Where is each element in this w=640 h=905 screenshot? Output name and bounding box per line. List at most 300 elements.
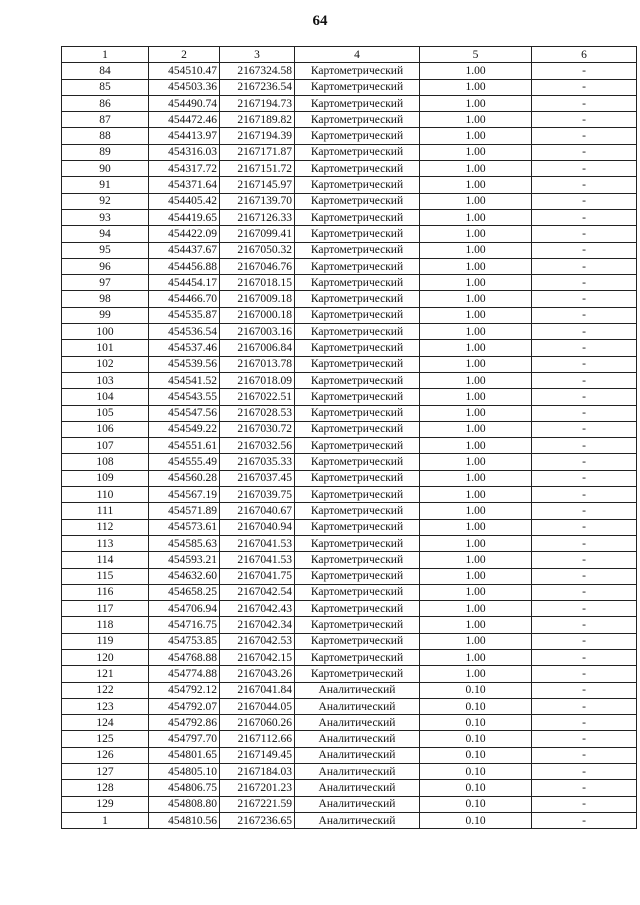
point-number-cell: 102: [62, 356, 149, 372]
description-cell: -: [532, 747, 637, 763]
y-coordinate-cell: 2167046.76: [220, 258, 295, 274]
accuracy-cell: 1.00: [420, 193, 532, 209]
table-row: [62, 226, 637, 242]
point-number-cell: 121: [62, 666, 149, 682]
description-cell: -: [532, 340, 637, 356]
method-cell: Картометрический: [295, 552, 420, 568]
accuracy-cell: 1.00: [420, 470, 532, 486]
point-number-cell: 88: [62, 128, 149, 144]
y-coordinate-cell: 2167039.75: [220, 487, 295, 503]
x-coordinate-cell: 454547.56: [149, 405, 220, 421]
column-header-2: 2: [149, 47, 220, 63]
y-coordinate-cell: 2167028.53: [220, 405, 295, 421]
point-number-cell: 126: [62, 747, 149, 763]
x-coordinate-cell: 454573.61: [149, 519, 220, 535]
accuracy-cell: 1.00: [420, 144, 532, 160]
accuracy-cell: 1.00: [420, 128, 532, 144]
method-cell: Картометрический: [295, 438, 420, 454]
x-coordinate-cell: 454571.89: [149, 503, 220, 519]
accuracy-cell: 1.00: [420, 324, 532, 340]
table-row: [62, 63, 637, 79]
y-coordinate-cell: 2167037.45: [220, 470, 295, 486]
x-coordinate-cell: 454535.87: [149, 307, 220, 323]
description-cell: -: [532, 324, 637, 340]
accuracy-cell: 1.00: [420, 649, 532, 665]
point-number-cell: 94: [62, 226, 149, 242]
description-cell: -: [532, 764, 637, 780]
accuracy-cell: 1.00: [420, 405, 532, 421]
accuracy-cell: 1.00: [420, 226, 532, 242]
table-body: [62, 63, 637, 829]
method-cell: Картометрический: [295, 307, 420, 323]
method-cell: Картометрический: [295, 421, 420, 437]
y-coordinate-cell: 2167003.16: [220, 324, 295, 340]
y-coordinate-cell: 2167040.94: [220, 519, 295, 535]
table-row: [62, 324, 637, 340]
accuracy-cell: 1.00: [420, 291, 532, 307]
point-number-cell: 86: [62, 95, 149, 111]
point-number-cell: 99: [62, 307, 149, 323]
description-cell: -: [532, 780, 637, 796]
accuracy-cell: 1.00: [420, 389, 532, 405]
y-coordinate-cell: 2167050.32: [220, 242, 295, 258]
x-coordinate-cell: 454543.55: [149, 389, 220, 405]
description-cell: -: [532, 112, 637, 128]
method-cell: Картометрический: [295, 454, 420, 470]
point-number-cell: 90: [62, 161, 149, 177]
accuracy-cell: 1.00: [420, 95, 532, 111]
table-row: [62, 487, 637, 503]
x-coordinate-cell: 454551.61: [149, 438, 220, 454]
method-cell: Картометрический: [295, 617, 420, 633]
table-row: [62, 405, 637, 421]
accuracy-cell: 1.00: [420, 503, 532, 519]
method-cell: Аналитический: [295, 682, 420, 698]
method-cell: Аналитический: [295, 780, 420, 796]
y-coordinate-cell: 2167151.72: [220, 161, 295, 177]
y-coordinate-cell: 2167060.26: [220, 715, 295, 731]
description-cell: -: [532, 307, 637, 323]
x-coordinate-cell: 454567.19: [149, 487, 220, 503]
description-cell: -: [532, 389, 637, 405]
point-number-cell: 128: [62, 780, 149, 796]
accuracy-cell: 1.00: [420, 584, 532, 600]
method-cell: Картометрический: [295, 226, 420, 242]
column-header-1: 1: [62, 47, 149, 63]
table-row: [62, 389, 637, 405]
method-cell: Аналитический: [295, 796, 420, 812]
point-number-cell: 103: [62, 372, 149, 388]
point-number-cell: 115: [62, 568, 149, 584]
description-cell: -: [532, 421, 637, 437]
description-cell: -: [532, 470, 637, 486]
accuracy-cell: 1.00: [420, 372, 532, 388]
column-header-6: 6: [532, 47, 637, 63]
x-coordinate-cell: 454706.94: [149, 601, 220, 617]
description-cell: -: [532, 698, 637, 714]
method-cell: Картометрический: [295, 258, 420, 274]
table-row: [62, 95, 637, 111]
x-coordinate-cell: 454808.80: [149, 796, 220, 812]
description-cell: -: [532, 715, 637, 731]
table-row: [62, 372, 637, 388]
x-coordinate-cell: 454413.97: [149, 128, 220, 144]
point-number-cell: 111: [62, 503, 149, 519]
method-cell: Картометрический: [295, 209, 420, 225]
table-row: [62, 454, 637, 470]
x-coordinate-cell: 454555.49: [149, 454, 220, 470]
x-coordinate-cell: 454454.17: [149, 275, 220, 291]
y-coordinate-cell: 2167189.82: [220, 112, 295, 128]
y-coordinate-cell: 2167043.26: [220, 666, 295, 682]
y-coordinate-cell: 2167145.97: [220, 177, 295, 193]
point-number-cell: 112: [62, 519, 149, 535]
description-cell: -: [532, 552, 637, 568]
accuracy-cell: 1.00: [420, 519, 532, 535]
description-cell: -: [532, 584, 637, 600]
x-coordinate-cell: 454810.56: [149, 812, 220, 828]
description-cell: -: [532, 63, 637, 79]
x-coordinate-cell: 454371.64: [149, 177, 220, 193]
table-row: [62, 649, 637, 665]
description-cell: -: [532, 503, 637, 519]
table-row: [62, 731, 637, 747]
accuracy-cell: 0.10: [420, 715, 532, 731]
method-cell: Картометрический: [295, 193, 420, 209]
point-number-cell: 120: [62, 649, 149, 665]
accuracy-cell: 1.00: [420, 356, 532, 372]
x-coordinate-cell: 454317.72: [149, 161, 220, 177]
x-coordinate-cell: 454792.07: [149, 698, 220, 714]
y-coordinate-cell: 2167041.53: [220, 535, 295, 551]
y-coordinate-cell: 2167040.67: [220, 503, 295, 519]
point-number-cell: 98: [62, 291, 149, 307]
table-row: [62, 519, 637, 535]
point-number-cell: 92: [62, 193, 149, 209]
y-coordinate-cell: 2167032.56: [220, 438, 295, 454]
description-cell: -: [532, 796, 637, 812]
y-coordinate-cell: 2167236.54: [220, 79, 295, 95]
table-row: [62, 242, 637, 258]
y-coordinate-cell: 2167035.33: [220, 454, 295, 470]
accuracy-cell: 1.00: [420, 275, 532, 291]
accuracy-cell: 1.00: [420, 242, 532, 258]
point-number-cell: 119: [62, 633, 149, 649]
method-cell: Картометрический: [295, 161, 420, 177]
accuracy-cell: 1.00: [420, 487, 532, 503]
method-cell: Картометрический: [295, 242, 420, 258]
x-coordinate-cell: 454792.86: [149, 715, 220, 731]
x-coordinate-cell: 454658.25: [149, 584, 220, 600]
table-row: [62, 79, 637, 95]
accuracy-cell: 1.00: [420, 568, 532, 584]
table-row: [62, 812, 637, 828]
table-row: [62, 144, 637, 160]
accuracy-cell: 0.10: [420, 796, 532, 812]
accuracy-cell: 0.10: [420, 747, 532, 763]
description-cell: -: [532, 812, 637, 828]
table-row: [62, 209, 637, 225]
method-cell: Картометрический: [295, 405, 420, 421]
x-coordinate-cell: 454774.88: [149, 666, 220, 682]
x-coordinate-cell: 454472.46: [149, 112, 220, 128]
accuracy-cell: 0.10: [420, 698, 532, 714]
page-number: 64: [312, 13, 328, 29]
x-coordinate-cell: 454510.47: [149, 63, 220, 79]
method-cell: Картометрический: [295, 177, 420, 193]
y-coordinate-cell: 2167044.05: [220, 698, 295, 714]
description-cell: -: [532, 161, 637, 177]
accuracy-cell: 1.00: [420, 454, 532, 470]
point-number-cell: 110: [62, 487, 149, 503]
x-coordinate-cell: 454753.85: [149, 633, 220, 649]
method-cell: Картометрический: [295, 340, 420, 356]
coordinates-table: [61, 46, 637, 829]
y-coordinate-cell: 2167324.58: [220, 63, 295, 79]
table-row: [62, 764, 637, 780]
method-cell: Картометрический: [295, 584, 420, 600]
x-coordinate-cell: 454801.65: [149, 747, 220, 763]
method-cell: Картометрический: [295, 389, 420, 405]
y-coordinate-cell: 2167149.45: [220, 747, 295, 763]
table-row: [62, 666, 637, 682]
point-number-cell: 116: [62, 584, 149, 600]
point-number-cell: 96: [62, 258, 149, 274]
method-cell: Картометрический: [295, 128, 420, 144]
point-number-cell: 113: [62, 535, 149, 551]
table-row: [62, 193, 637, 209]
table-row: [62, 617, 637, 633]
point-number-cell: 125: [62, 731, 149, 747]
table-row: [62, 503, 637, 519]
y-coordinate-cell: 2167041.84: [220, 682, 295, 698]
table-row: [62, 796, 637, 812]
table-row: [62, 568, 637, 584]
method-cell: Картометрический: [295, 95, 420, 111]
method-cell: Картометрический: [295, 275, 420, 291]
accuracy-cell: 1.00: [420, 79, 532, 95]
x-coordinate-cell: 454456.88: [149, 258, 220, 274]
y-coordinate-cell: 2167018.15: [220, 275, 295, 291]
x-coordinate-cell: 454560.28: [149, 470, 220, 486]
method-cell: Картометрический: [295, 112, 420, 128]
table-row: [62, 698, 637, 714]
x-coordinate-cell: 454768.88: [149, 649, 220, 665]
x-coordinate-cell: 454541.52: [149, 372, 220, 388]
y-coordinate-cell: 2167030.72: [220, 421, 295, 437]
y-coordinate-cell: 2167194.39: [220, 128, 295, 144]
accuracy-cell: 1.00: [420, 552, 532, 568]
accuracy-cell: 1.00: [420, 177, 532, 193]
table-row: [62, 535, 637, 551]
y-coordinate-cell: 2167022.51: [220, 389, 295, 405]
point-number-cell: 117: [62, 601, 149, 617]
x-coordinate-cell: 454466.70: [149, 291, 220, 307]
table-row: [62, 112, 637, 128]
method-cell: Аналитический: [295, 731, 420, 747]
method-cell: Картометрический: [295, 633, 420, 649]
point-number-cell: 100: [62, 324, 149, 340]
x-coordinate-cell: 454405.42: [149, 193, 220, 209]
x-coordinate-cell: 454490.74: [149, 95, 220, 111]
accuracy-cell: 0.10: [420, 780, 532, 796]
accuracy-cell: 1.00: [420, 633, 532, 649]
y-coordinate-cell: 2167099.41: [220, 226, 295, 242]
method-cell: Картометрический: [295, 372, 420, 388]
point-number-cell: 107: [62, 438, 149, 454]
description-cell: -: [532, 291, 637, 307]
y-coordinate-cell: 2167042.34: [220, 617, 295, 633]
x-coordinate-cell: 454806.75: [149, 780, 220, 796]
description-cell: -: [532, 535, 637, 551]
point-number-cell: 85: [62, 79, 149, 95]
accuracy-cell: 1.00: [420, 63, 532, 79]
method-cell: Картометрический: [295, 63, 420, 79]
column-header-3: 3: [220, 47, 295, 63]
table-row: [62, 128, 637, 144]
y-coordinate-cell: 2167112.66: [220, 731, 295, 747]
description-cell: -: [532, 356, 637, 372]
accuracy-cell: 1.00: [420, 340, 532, 356]
x-coordinate-cell: 454422.09: [149, 226, 220, 242]
table-row: [62, 470, 637, 486]
point-number-cell: 118: [62, 617, 149, 633]
description-cell: -: [532, 275, 637, 291]
y-coordinate-cell: 2167042.53: [220, 633, 295, 649]
point-number-cell: 101: [62, 340, 149, 356]
x-coordinate-cell: 454316.03: [149, 144, 220, 160]
table-row: [62, 307, 637, 323]
point-number-cell: 122: [62, 682, 149, 698]
point-number-cell: 105: [62, 405, 149, 421]
description-cell: -: [532, 601, 637, 617]
accuracy-cell: 1.00: [420, 617, 532, 633]
description-cell: -: [532, 226, 637, 242]
method-cell: Картометрический: [295, 535, 420, 551]
method-cell: Картометрический: [295, 519, 420, 535]
point-number-cell: 97: [62, 275, 149, 291]
accuracy-cell: 1.00: [420, 112, 532, 128]
point-number-cell: 106: [62, 421, 149, 437]
table-row: [62, 552, 637, 568]
table-row: [62, 421, 637, 437]
description-cell: -: [532, 487, 637, 503]
method-cell: Картометрический: [295, 568, 420, 584]
description-cell: -: [532, 438, 637, 454]
y-coordinate-cell: 2167006.84: [220, 340, 295, 356]
accuracy-cell: 1.00: [420, 601, 532, 617]
table-row: [62, 747, 637, 763]
y-coordinate-cell: 2167184.03: [220, 764, 295, 780]
method-cell: Аналитический: [295, 715, 420, 731]
y-coordinate-cell: 2167236.65: [220, 812, 295, 828]
accuracy-cell: 1.00: [420, 421, 532, 437]
x-coordinate-cell: 454792.12: [149, 682, 220, 698]
description-cell: -: [532, 258, 637, 274]
column-header-5: 5: [420, 47, 532, 63]
y-coordinate-cell: 2167018.09: [220, 372, 295, 388]
method-cell: Картометрический: [295, 487, 420, 503]
x-coordinate-cell: 454593.21: [149, 552, 220, 568]
table-header-row: [62, 47, 637, 63]
accuracy-cell: 0.10: [420, 731, 532, 747]
description-cell: -: [532, 128, 637, 144]
table-row: [62, 584, 637, 600]
x-coordinate-cell: 454716.75: [149, 617, 220, 633]
description-cell: -: [532, 372, 637, 388]
table-row: [62, 258, 637, 274]
description-cell: -: [532, 519, 637, 535]
table-row: [62, 633, 637, 649]
x-coordinate-cell: 454539.56: [149, 356, 220, 372]
point-number-cell: 123: [62, 698, 149, 714]
method-cell: Картометрический: [295, 291, 420, 307]
point-number-cell: 84: [62, 63, 149, 79]
x-coordinate-cell: 454585.63: [149, 535, 220, 551]
y-coordinate-cell: 2167201.23: [220, 780, 295, 796]
method-cell: Аналитический: [295, 747, 420, 763]
y-coordinate-cell: 2167013.78: [220, 356, 295, 372]
y-coordinate-cell: 2167009.18: [220, 291, 295, 307]
table-row: [62, 291, 637, 307]
y-coordinate-cell: 2167042.54: [220, 584, 295, 600]
point-number-cell: 89: [62, 144, 149, 160]
y-coordinate-cell: 2167042.15: [220, 649, 295, 665]
y-coordinate-cell: 2167221.59: [220, 796, 295, 812]
method-cell: Картометрический: [295, 79, 420, 95]
description-cell: -: [532, 682, 637, 698]
method-cell: Картометрический: [295, 503, 420, 519]
table-row: [62, 715, 637, 731]
method-cell: Картометрический: [295, 324, 420, 340]
point-number-cell: 109: [62, 470, 149, 486]
point-number-cell: 95: [62, 242, 149, 258]
description-cell: -: [532, 731, 637, 747]
accuracy-cell: 1.00: [420, 307, 532, 323]
point-number-cell: 91: [62, 177, 149, 193]
description-cell: -: [532, 144, 637, 160]
method-cell: Картометрический: [295, 144, 420, 160]
method-cell: Картометрический: [295, 356, 420, 372]
table-row: [62, 177, 637, 193]
table-row: [62, 275, 637, 291]
y-coordinate-cell: 2167194.73: [220, 95, 295, 111]
y-coordinate-cell: 2167041.75: [220, 568, 295, 584]
description-cell: -: [532, 209, 637, 225]
accuracy-cell: 0.10: [420, 682, 532, 698]
point-number-cell: 124: [62, 715, 149, 731]
x-coordinate-cell: 454437.67: [149, 242, 220, 258]
x-coordinate-cell: 454419.65: [149, 209, 220, 225]
table-row: [62, 356, 637, 372]
y-coordinate-cell: 2167042.43: [220, 601, 295, 617]
table-row: [62, 601, 637, 617]
method-cell: Аналитический: [295, 698, 420, 714]
description-cell: -: [532, 193, 637, 209]
point-number-cell: 114: [62, 552, 149, 568]
point-number-cell: 93: [62, 209, 149, 225]
table-row: [62, 682, 637, 698]
column-header-4: 4: [295, 47, 420, 63]
table-row: [62, 340, 637, 356]
description-cell: -: [532, 617, 637, 633]
x-coordinate-cell: 454632.60: [149, 568, 220, 584]
accuracy-cell: 0.10: [420, 764, 532, 780]
description-cell: -: [532, 666, 637, 682]
description-cell: -: [532, 79, 637, 95]
y-coordinate-cell: 2167000.18: [220, 307, 295, 323]
point-number-cell: 87: [62, 112, 149, 128]
